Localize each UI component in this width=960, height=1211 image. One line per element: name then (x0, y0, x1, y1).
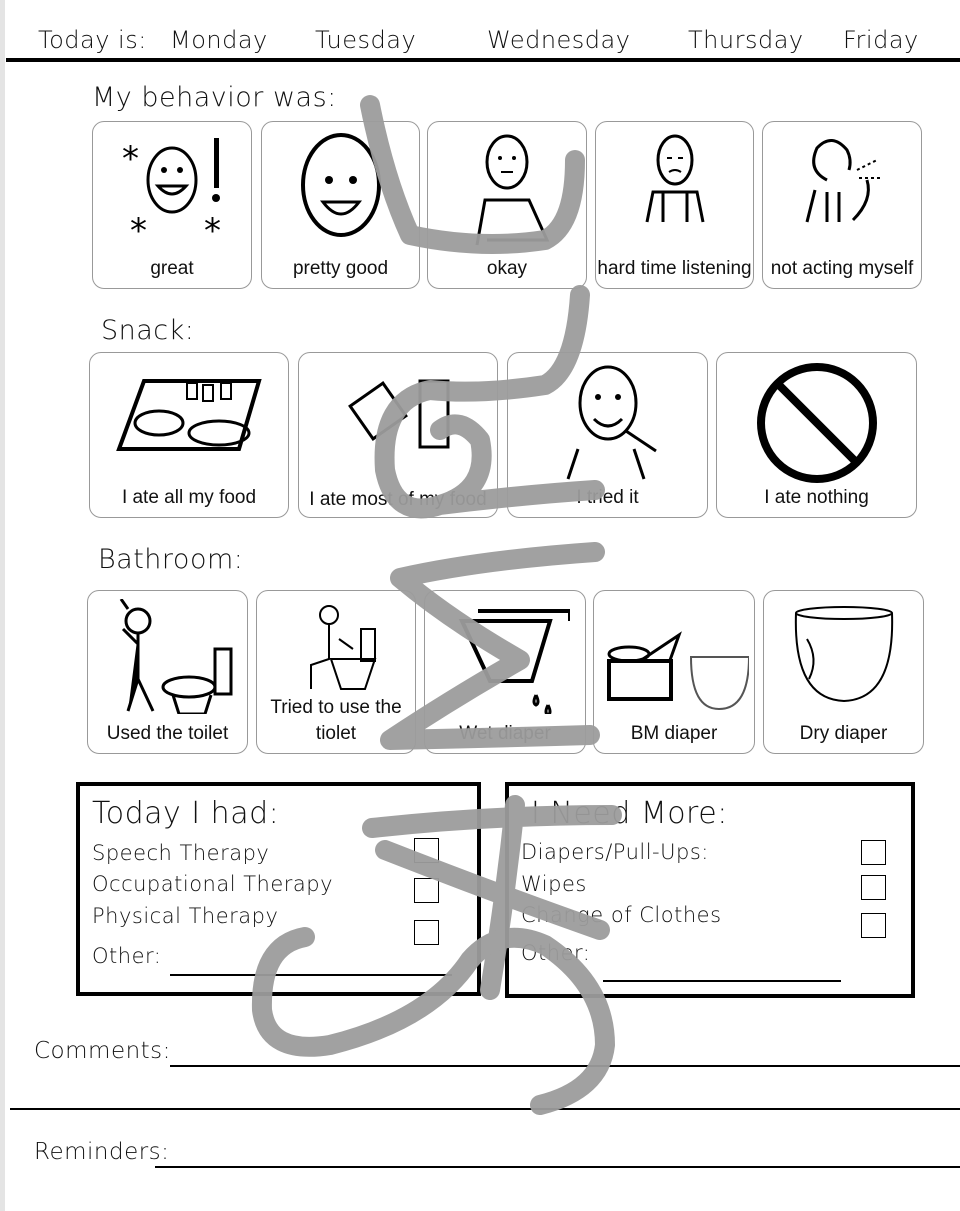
snack-label: I ate most of my food (309, 489, 487, 510)
other-input-line[interactable] (170, 974, 452, 976)
snack-ate-nothing[interactable] (716, 352, 917, 518)
snack-tried-it[interactable] (507, 352, 708, 518)
bathroom-label: Wet diaper (459, 723, 551, 744)
behavior-label: pretty good (292, 258, 389, 279)
reminders-label: Reminders: (34, 1139, 170, 1165)
physical-therapy-label: Physical Therapy (92, 904, 279, 928)
snack-title: Snack: (101, 315, 195, 346)
bathroom-title: Bathroom: (98, 544, 244, 575)
diapers-checkbox[interactable] (861, 840, 886, 865)
behavior-label: hard time listening (597, 258, 752, 279)
bathroom-label: Used the toilet (106, 723, 229, 744)
comments-line[interactable] (170, 1065, 960, 1067)
comments-label: Comments: (34, 1038, 171, 1064)
snack-label: I ate nothing (764, 487, 869, 508)
behavior-hard-time-listening[interactable] (595, 121, 754, 289)
occupational-therapy-label: Occupational Therapy (92, 872, 334, 896)
need-more-title: I Need More: (531, 796, 728, 831)
bathroom-tried-toilet[interactable] (256, 590, 416, 754)
behavior-label: not acting myself (770, 258, 914, 279)
snack-label: I ate all my food (121, 487, 257, 508)
girl-on-toilet-icon (291, 599, 381, 694)
behavior-not-acting-myself[interactable] (762, 121, 922, 289)
comments-line-2[interactable] (10, 1108, 960, 1110)
page-edge (0, 0, 5, 1211)
child-eating-icon (548, 361, 668, 481)
day-wednesday[interactable]: Wednesday (487, 26, 631, 54)
day-monday[interactable]: Monday (170, 26, 268, 54)
svg-text:*: * (130, 211, 147, 250)
behavior-label: great (150, 258, 194, 279)
other-label: Other: (92, 944, 162, 968)
bathroom-dry-diaper[interactable] (763, 590, 924, 754)
svg-text:*: * (122, 139, 139, 179)
behavior-label: okay (486, 258, 528, 279)
wipes-label: Wipes (521, 872, 587, 896)
today-had-title: Today I had: (92, 796, 280, 831)
cracker-cup-icon (338, 361, 458, 456)
child-toilet-icon (103, 599, 233, 714)
header-divider (6, 58, 960, 62)
snack-ate-all[interactable] (89, 352, 289, 518)
no-sign-icon (755, 361, 879, 485)
behavior-pretty-good[interactable] (261, 121, 420, 289)
today-label: Today is: (38, 26, 147, 54)
other-input-line[interactable] (603, 980, 841, 982)
occupational-therapy-checkbox[interactable] (414, 878, 439, 903)
diaper-icon (789, 599, 899, 709)
speech-therapy-label: Speech Therapy (92, 841, 270, 865)
bathroom-label: Dry diaper (799, 723, 888, 744)
bathroom-label: Tried to use the tiolet (270, 697, 402, 744)
behavior-okay[interactable] (427, 121, 587, 289)
change-of-clothes-checkbox[interactable] (861, 913, 886, 938)
food-tray-icon (109, 361, 269, 461)
bathroom-bm-diaper[interactable] (593, 590, 755, 754)
svg-text:*: * (204, 211, 221, 250)
sad-person-icon (635, 130, 715, 225)
speech-therapy-checkbox[interactable] (414, 838, 439, 863)
bathroom-label: BM diaper (630, 723, 718, 744)
wipes-checkbox[interactable] (861, 875, 886, 900)
behavior-title: My behavior was: (92, 82, 337, 113)
reminders-line[interactable] (155, 1166, 960, 1168)
wipes-diaper-icon (599, 599, 749, 714)
bathroom-used-toilet[interactable] (87, 590, 248, 754)
wet-diaper-icon (440, 599, 570, 714)
change-of-clothes-label: Change of Clothes (521, 903, 722, 927)
bathroom-wet-diaper[interactable] (424, 590, 586, 754)
smiling-face-icon (291, 130, 391, 240)
snack-label: I tried it (576, 487, 639, 508)
day-friday[interactable]: Friday (843, 26, 919, 54)
sneezing-person-icon (797, 130, 887, 225)
day-thursday[interactable]: Thursday (688, 26, 804, 54)
today-had-box (76, 782, 481, 996)
day-tuesday[interactable]: Tuesday (315, 26, 417, 54)
need-more-box (505, 782, 915, 998)
other-label: Other: (521, 941, 591, 965)
physical-therapy-checkbox[interactable] (414, 920, 439, 945)
person-brushing-icon (457, 130, 557, 250)
snack-ate-most[interactable] (298, 352, 498, 518)
happy-face-stars-icon (112, 130, 232, 250)
behavior-great[interactable] (92, 121, 252, 289)
diapers-label: Diapers/Pull-Ups: (521, 840, 709, 864)
